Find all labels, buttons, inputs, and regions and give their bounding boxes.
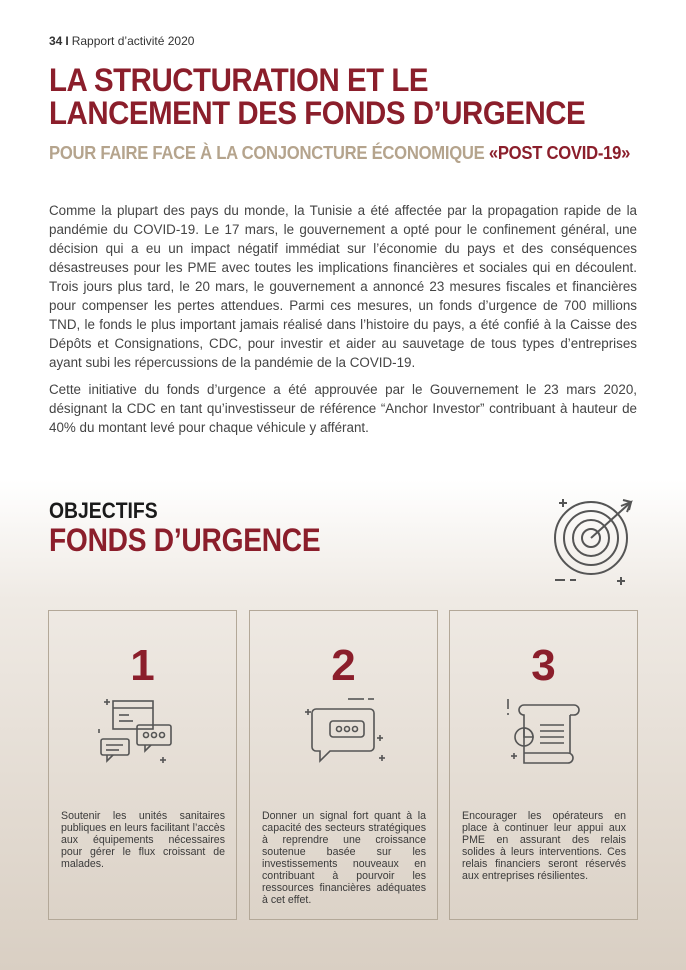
objective-card-3 [449, 610, 638, 920]
subtitle-text: POUR FAIRE FACE À LA CONJONCTURE ÉCONOMIQUE [49, 142, 489, 163]
objectives-heading-small: OBJECTIFS [49, 498, 158, 523]
intro-paragraph: Comme la plupart des pays du monde, la Tunisie a été affectée par la propagation rapide de la pandémie du COVID-19. Le 17 mars, le gouvernement a opté pour le confinement général, une décision qui a eu un impact négatif immédiat sur l’économie du pays et des conséquences désastreuses pour les PME avec toutes les implications financières et sociales qui en découlent. Trois jours plus tard, le 20 mars, le gouvernement a annoncé 23 mesures fiscales et financières pour compenser les pertes attendues. Parmi ces mesures, un fonds d’urgence de 700 millions TND, le fonds le plus important jamais réalisé dans l’histoire du pays, a été confié à la Caisse des Dépôts et Consignations, CDC, pour investir et aider au sauvetage de tous types d’entreprises ayant subi les répercussions de la pandémie de la COVID-19. [49, 203, 637, 370]
title-line-2: LANCEMENT DES FONDS D’URGENCE [49, 95, 586, 131]
target-icon [543, 490, 643, 590]
report-scroll-icon [494, 695, 594, 775]
objective-card-1 [48, 610, 237, 920]
subtitle-accent: «POST COVID-19» [488, 142, 631, 163]
objectives-heading-big: FONDS D’URGENCE [49, 522, 321, 558]
document-title: Rapport d’activité 2020 [71, 34, 195, 48]
page-subtitle [49, 142, 631, 164]
title-line-1: LA STRUCTURATION ET LE [49, 62, 429, 98]
equipment-chat-icon [93, 695, 193, 775]
header-separator: I [65, 34, 69, 48]
speech-bubble-icon [294, 695, 394, 775]
card-text: Soutenir les unités sanitaires publiques en leurs facilitant l’accès aux équipements nécessaires pour gérer le flux croissant de malades. [61, 810, 225, 870]
card-text: Encourager les opérateurs en place à continuer leur appui aux PME en assurant des relais solides à leurs interventions. Ces relais financiers seront réservés aux entreprises résilientes. [462, 810, 626, 882]
objective-card-2 [249, 610, 438, 920]
card-number: 3 [531, 641, 556, 690]
page-number: 34 [49, 34, 63, 48]
initiative-paragraph: Cette initiative du fonds d’urgence a été approuvée par le Gouvernement le 23 mars 2020, désignant la CDC en tant qu’investisseur de référence “Anchor Investor” contribuant à hauteur de 40% du montant levé pour chaque véhicule y afférant. [49, 382, 637, 435]
page-title [49, 64, 601, 130]
page-header [49, 34, 194, 48]
card-number: 1 [130, 641, 155, 690]
card-number: 2 [331, 641, 356, 690]
card-text: Donner un signal fort quant à la capacité des secteurs stratégiques à reprendre une croissance soutenue basée sur les investissements nouveaux en contribuant à pourvoir les ressources financières adéquates à cet effet. [262, 810, 426, 906]
